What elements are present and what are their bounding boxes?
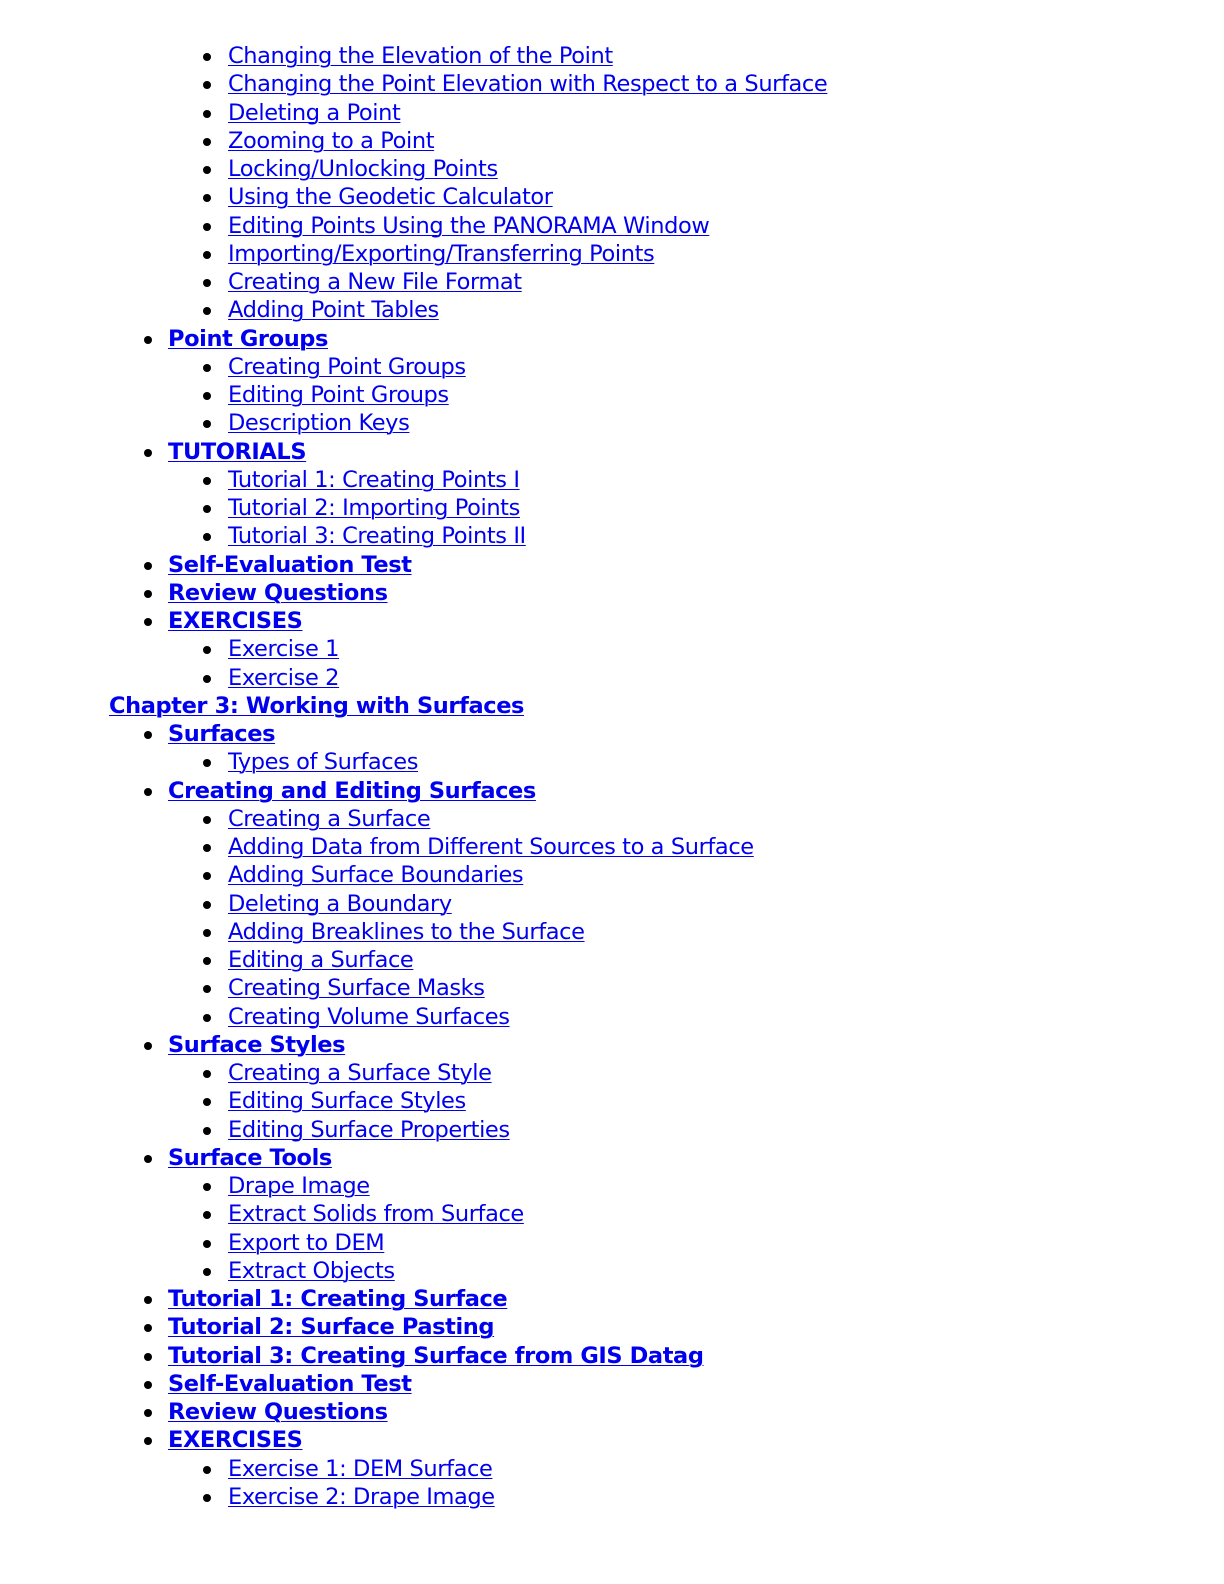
bullet-icon	[203, 1268, 211, 1276]
toc-item	[0, 918, 1224, 946]
toc-item	[0, 494, 1224, 522]
toc-item	[0, 155, 1224, 183]
toc-subsection-link[interactable]: Creating a Surface	[228, 805, 431, 832]
toc-subsection-link[interactable]: Creating a New File Format	[228, 269, 522, 295]
toc-section-link[interactable]: TUTORIALS	[168, 438, 307, 465]
bullet-icon	[203, 279, 211, 287]
toc-subsection-link[interactable]: Exercise 1	[228, 636, 340, 663]
toc-item	[0, 409, 1224, 437]
bullet-icon	[203, 929, 211, 937]
bullet-icon	[144, 788, 152, 796]
toc-subsection-link[interactable]: Using the Geodetic Calculator	[228, 184, 553, 211]
toc-item	[0, 438, 1224, 466]
bullet-icon	[203, 477, 211, 485]
bullet-icon	[144, 1155, 152, 1163]
toc-item	[0, 720, 1224, 748]
bullet-icon	[203, 1070, 211, 1078]
toc-item	[0, 805, 1224, 833]
table-of-contents	[0, 42, 1224, 1511]
toc-subsection-link[interactable]: Tutorial 3: Creating Points II	[228, 523, 526, 550]
toc-item	[0, 1483, 1224, 1511]
toc-subsection-link[interactable]: Extract Objects	[228, 1257, 395, 1284]
toc-item	[0, 1370, 1224, 1398]
toc-section-link[interactable]: Point Groups	[168, 325, 329, 352]
bullet-icon	[203, 675, 211, 683]
bullet-icon	[144, 449, 152, 457]
bullet-icon	[144, 1324, 152, 1332]
bullet-icon	[203, 872, 211, 880]
toc-section-link[interactable]: Tutorial 1: Creating Surface	[168, 1286, 508, 1312]
toc-item	[0, 1455, 1224, 1483]
toc-section-link[interactable]: Review Questions	[168, 1399, 388, 1425]
bullet-icon	[203, 816, 211, 824]
toc-item	[0, 99, 1224, 127]
toc-item	[0, 1144, 1224, 1172]
toc-item	[0, 1059, 1224, 1087]
toc-subsection-link[interactable]: Deleting a Boundary	[228, 890, 452, 917]
toc-item	[0, 183, 1224, 211]
bullet-icon	[144, 618, 152, 626]
toc-section-link[interactable]: Creating and Editing Surfaces	[168, 777, 536, 804]
toc-section-link[interactable]: Surface Tools	[168, 1144, 332, 1171]
toc-section-link[interactable]: Surfaces	[168, 721, 276, 747]
bullet-icon	[203, 194, 211, 202]
bullet-icon	[203, 1014, 211, 1022]
toc-subsection-link[interactable]: Adding Breaklines to the Surface	[228, 918, 585, 945]
bullet-icon	[144, 1381, 152, 1389]
bullet-icon	[203, 985, 211, 993]
toc-section-link[interactable]: Tutorial 3: Creating Surface from GIS Datag	[168, 1342, 704, 1369]
bullet-icon	[203, 1494, 211, 1502]
toc-item	[0, 1257, 1224, 1285]
toc-item	[0, 635, 1224, 663]
toc-item	[0, 1172, 1224, 1200]
toc-subsection-link[interactable]: Types of Surfaces	[228, 749, 419, 776]
bullet-icon	[203, 1211, 211, 1219]
bullet-icon	[203, 81, 211, 89]
toc-subsection-link[interactable]: Creating Surface Masks	[228, 975, 485, 1002]
bullet-icon	[144, 1437, 152, 1445]
toc-item	[0, 890, 1224, 918]
toc-subsection-link[interactable]: Tutorial 1: Creating Points I	[228, 466, 520, 493]
bullet-icon	[203, 251, 211, 259]
bullet-icon	[203, 420, 211, 428]
toc-section-link[interactable]: Surface Styles	[168, 1031, 346, 1058]
bullet-icon	[144, 562, 152, 570]
bullet-icon	[203, 1466, 211, 1474]
bullet-icon	[203, 1240, 211, 1248]
toc-item	[0, 1031, 1224, 1059]
toc-subsection-link[interactable]: Adding Point Tables	[228, 297, 439, 324]
bullet-icon	[203, 646, 211, 654]
toc-item	[0, 1229, 1224, 1257]
toc-subsection-link[interactable]: Creating Volume Surfaces	[228, 1003, 510, 1030]
toc-item	[0, 1426, 1224, 1454]
toc-subsection-link[interactable]: Locking/Unlocking Points	[228, 156, 498, 182]
toc-subsection-link[interactable]: Editing Points Using the PANORAMA Window	[228, 212, 710, 239]
toc-item	[0, 1200, 1224, 1228]
toc-item	[0, 946, 1224, 974]
toc-subsection-link[interactable]: Editing Surface Styles	[228, 1088, 466, 1115]
toc-subsection-link[interactable]: Exercise 2	[228, 664, 340, 691]
toc-item	[0, 748, 1224, 776]
toc-section-link[interactable]: Review Questions	[168, 579, 388, 606]
toc-item	[0, 1398, 1224, 1426]
toc-section-link[interactable]: Self-Evaluation Test	[168, 1370, 412, 1397]
toc-item	[0, 607, 1224, 635]
toc-item	[0, 268, 1224, 296]
bullet-icon	[203, 1098, 211, 1106]
toc-item	[0, 692, 1224, 720]
toc-subsection-link[interactable]: Description Keys	[228, 410, 410, 437]
toc-item	[0, 579, 1224, 607]
toc-subsection-link[interactable]: Changing the Elevation of the Point	[228, 43, 613, 69]
toc-item	[0, 466, 1224, 494]
bullet-icon	[144, 1409, 152, 1417]
bullet-icon	[203, 166, 211, 174]
toc-item	[0, 1116, 1224, 1144]
toc-item	[0, 1342, 1224, 1370]
toc-subsection-link[interactable]: Editing a Surface	[228, 947, 414, 973]
bullet-icon	[203, 1183, 211, 1191]
toc-item	[0, 353, 1224, 381]
toc-item	[0, 522, 1224, 550]
bullet-icon	[203, 957, 211, 965]
toc-subsection-link[interactable]: Tutorial 2: Importing Points	[228, 495, 520, 521]
toc-subsection-link[interactable]: Editing Surface Properties	[228, 1116, 510, 1143]
bullet-icon	[203, 307, 211, 315]
toc-subsection-link[interactable]: Adding Surface Boundaries	[228, 862, 524, 889]
toc-subsection-link[interactable]: Extract Solids from Surface	[228, 1201, 524, 1228]
bullet-icon	[203, 138, 211, 146]
bullet-icon	[203, 505, 211, 513]
bullet-icon	[203, 759, 211, 767]
toc-subsection-link[interactable]: Changing the Point Elevation with Respect to a Surface	[228, 71, 828, 98]
toc-item	[0, 42, 1224, 70]
toc-item	[0, 240, 1224, 268]
toc-item	[0, 1313, 1224, 1341]
bullet-icon	[144, 1353, 152, 1361]
toc-item	[0, 325, 1224, 353]
toc-item	[0, 127, 1224, 155]
toc-subsection-link[interactable]: Zooming to a Point	[228, 127, 435, 154]
toc-item	[0, 664, 1224, 692]
bullet-icon	[203, 53, 211, 61]
toc-subsection-link[interactable]: Importing/Exporting/Transferring Points	[228, 240, 655, 267]
bullet-icon	[203, 364, 211, 372]
bullet-icon	[144, 1042, 152, 1050]
bullet-icon	[203, 392, 211, 400]
toc-item	[0, 1087, 1224, 1115]
toc-item	[0, 777, 1224, 805]
toc-subsection-link[interactable]: Export to DEM	[228, 1229, 385, 1256]
bullet-icon	[203, 1127, 211, 1135]
toc-section-link[interactable]: Self-Evaluation Test	[168, 551, 412, 578]
toc-item	[0, 296, 1224, 324]
toc-section-link[interactable]: EXERCISES	[168, 1427, 303, 1454]
bullet-icon	[144, 336, 152, 344]
toc-subsection-link[interactable]: Deleting a Point	[228, 99, 401, 126]
toc-item	[0, 833, 1224, 861]
bullet-icon	[203, 533, 211, 541]
toc-subsection-link[interactable]: Drape Image	[228, 1173, 370, 1199]
toc-item	[0, 551, 1224, 579]
bullet-icon	[203, 223, 211, 231]
toc-item	[0, 974, 1224, 1002]
toc-item	[0, 861, 1224, 889]
toc-section-link[interactable]: EXERCISES	[168, 608, 303, 634]
toc-subsection-link[interactable]: Creating a Surface Style	[228, 1060, 492, 1086]
toc-subsection-link[interactable]: Creating Point Groups	[228, 353, 466, 380]
bullet-icon	[144, 1296, 152, 1304]
bullet-icon	[144, 731, 152, 739]
bullet-icon	[203, 844, 211, 852]
toc-chapter-link[interactable]: Chapter 3: Working with Surfaces	[109, 692, 525, 719]
toc-subsection-link[interactable]: Editing Point Groups	[228, 382, 449, 408]
bullet-icon	[203, 901, 211, 909]
toc-item	[0, 1285, 1224, 1313]
toc-item	[0, 1003, 1224, 1031]
toc-item	[0, 70, 1224, 98]
toc-subsection-link[interactable]: Exercise 2: Drape Image	[228, 1483, 495, 1510]
toc-item	[0, 381, 1224, 409]
toc-section-link[interactable]: Tutorial 2: Surface Pasting	[168, 1314, 495, 1341]
toc-subsection-link[interactable]: Adding Data from Different Sources to a Surface	[228, 834, 754, 860]
bullet-icon	[203, 110, 211, 118]
toc-subsection-link[interactable]: Exercise 1: DEM Surface	[228, 1455, 493, 1482]
bullet-icon	[144, 590, 152, 598]
toc-item	[0, 212, 1224, 240]
